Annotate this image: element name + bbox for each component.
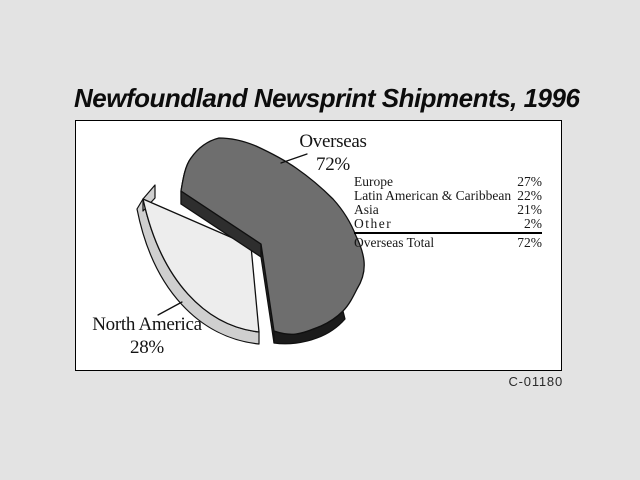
figure-number: C-01180	[508, 374, 563, 389]
table-row	[354, 217, 542, 231]
overseas-label: Overseas	[299, 131, 367, 152]
row-value: 22%	[517, 188, 542, 203]
row-label: Overseas Total	[354, 235, 435, 250]
row-value: 2%	[524, 216, 542, 231]
table-row	[354, 175, 542, 189]
table-row	[354, 189, 542, 203]
row-label: Latin American & Caribbean	[354, 188, 512, 203]
north-america-callout	[92, 313, 202, 359]
north-america-label: North America	[92, 314, 202, 335]
chart-title: Newfoundland Newsprint Shipments, 1996	[74, 83, 580, 113]
table-total-row	[354, 232, 542, 252]
row-label: Europe	[354, 174, 393, 189]
table-row	[354, 203, 542, 217]
row-value: 21%	[517, 202, 542, 217]
row-label: Asia	[354, 202, 379, 217]
overseas-callout	[299, 130, 366, 176]
row-value: 27%	[517, 174, 542, 189]
overseas-value: 72%	[316, 154, 350, 175]
chart-frame	[75, 120, 562, 371]
row-value: 72%	[517, 235, 542, 250]
row-label: Other	[354, 216, 393, 231]
breakdown-table	[354, 175, 542, 252]
north-america-value: 28%	[130, 337, 164, 358]
